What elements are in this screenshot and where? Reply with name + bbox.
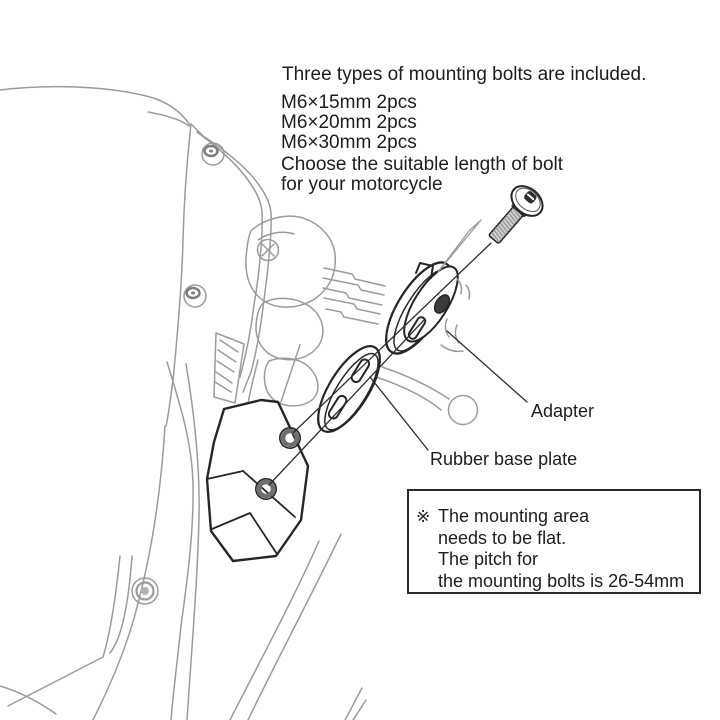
- mounting-note-text: [409, 491, 699, 592]
- reference-mark-icon: ※: [416, 507, 431, 526]
- rubber-base-plate-label: Rubber base plate: [430, 449, 578, 469]
- bolt-size-item: M6×30mm 2pcs: [281, 132, 417, 153]
- insertion-arrow: [438, 220, 481, 272]
- mounting-note-box: [407, 489, 701, 594]
- bolt-length-advice: [281, 155, 563, 195]
- note-line: The mounting area: [438, 506, 590, 526]
- rubber-leader-line: [370, 377, 428, 450]
- adapter-leader-line: [447, 331, 527, 402]
- bolt-size-list: [281, 93, 417, 153]
- bolt-size-item: M6×15mm 2pcs: [281, 92, 417, 113]
- bolt-axis-line: [269, 320, 424, 485]
- fork-lines: [230, 534, 366, 720]
- mirror-stem: [214, 333, 244, 403]
- master-cylinder: [246, 216, 335, 406]
- trim-screw-icon: [202, 143, 224, 165]
- advice-line: Choose the suitable length of bolt: [281, 154, 564, 175]
- note-line: The pitch for: [438, 549, 539, 569]
- adapter-illustration: [374, 253, 468, 363]
- windscreen-outline: [0, 87, 190, 126]
- windscreen-trim-panel: [166, 124, 271, 426]
- fairing-fastener-icon: [132, 578, 158, 604]
- adapter-label: Adapter: [531, 401, 595, 421]
- note-line: needs to be flat.: [438, 527, 567, 548]
- mounting-plate-illustration: [207, 400, 308, 561]
- instructions-heading: Three types of mounting bolts are included.: [282, 64, 647, 85]
- trim-screw-icon: [184, 285, 206, 307]
- bolt-size-item: M6×20mm 2pcs: [281, 112, 417, 133]
- note-line: the mounting bolts is 26-54mm: [438, 570, 685, 591]
- brake-lever: [376, 367, 478, 425]
- advice-line: for your motorcycle: [281, 174, 443, 195]
